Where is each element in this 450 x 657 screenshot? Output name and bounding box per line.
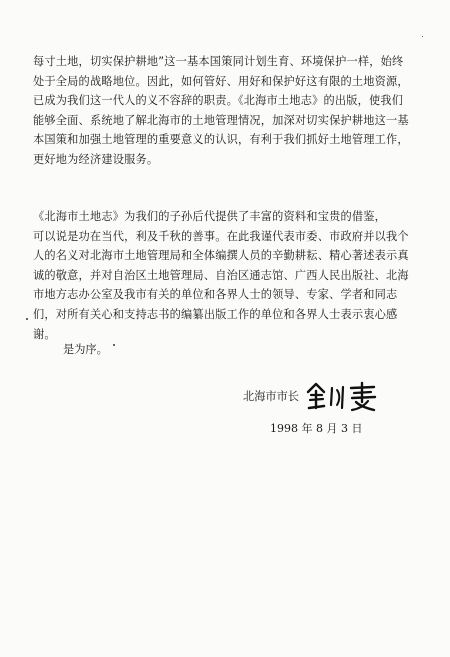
paragraph-1-line: 本国策和加强土地管理的重要意义的认识，有利于我们抓好土地管理工作， [33,133,409,147]
scan-speck [113,344,115,346]
paragraph-2-line: 市地方志办公室及我市有关的单位和各界人士的领导、专家、学者和同志 [33,288,398,302]
document-date: 1998 年 8 月 3 日 [270,422,363,435]
paragraph-1-line: 能够全面、系统地了解北海市的土地管理情况，加深对切实保护耕地这一基 [33,113,409,127]
closing-line: 是为序。 [63,343,108,356]
paragraph-1-line: 更好地为经济建设服务。 [33,152,159,166]
scan-speck [26,318,28,320]
signature-title: 北海市市长 [243,390,299,403]
paragraph-2-line: 们，对所有关心和支持志书的编纂出版工作的单位和各界人士表示衷心感 [33,307,398,321]
scan-speck [422,36,423,37]
paragraph-1-line: 处于全局的战略地位。因此，如何管好、用好和保护好这有限的土地资源， [33,74,409,88]
paragraph-1-line: 已成为我们这一代人的义不容辞的职责。《北海市土地志》的出版，使我们 [33,94,404,108]
paragraph-2-line: 谢。 [33,327,56,341]
paragraph-2 [33,207,421,344]
paragraph-2-line: 人的名义对北海市土地管理局和全体编撰人员的辛勤耕耘、精心著述表示真 [33,249,409,263]
paragraph-1 [33,52,421,170]
paragraph-2-line: 诚的敬意，并对自治区土地管理局、自治区通志馆、广西人民出版社、北海 [33,268,409,282]
paragraph-2-line: 可以说是功在当代，利及千秋的善事。在此我谨代表市委、市政府并以我个 [33,229,409,243]
handwritten-signature [302,378,380,414]
paragraph-2-line: 《北海市土地志》为我们的子孙后代提供了丰富的资料和宝贵的借鉴， [33,210,387,223]
paragraph-1-line: 每寸土地，切实保护耕地”这一基本国策同计划生育、环境保护一样，始终 [33,55,404,68]
